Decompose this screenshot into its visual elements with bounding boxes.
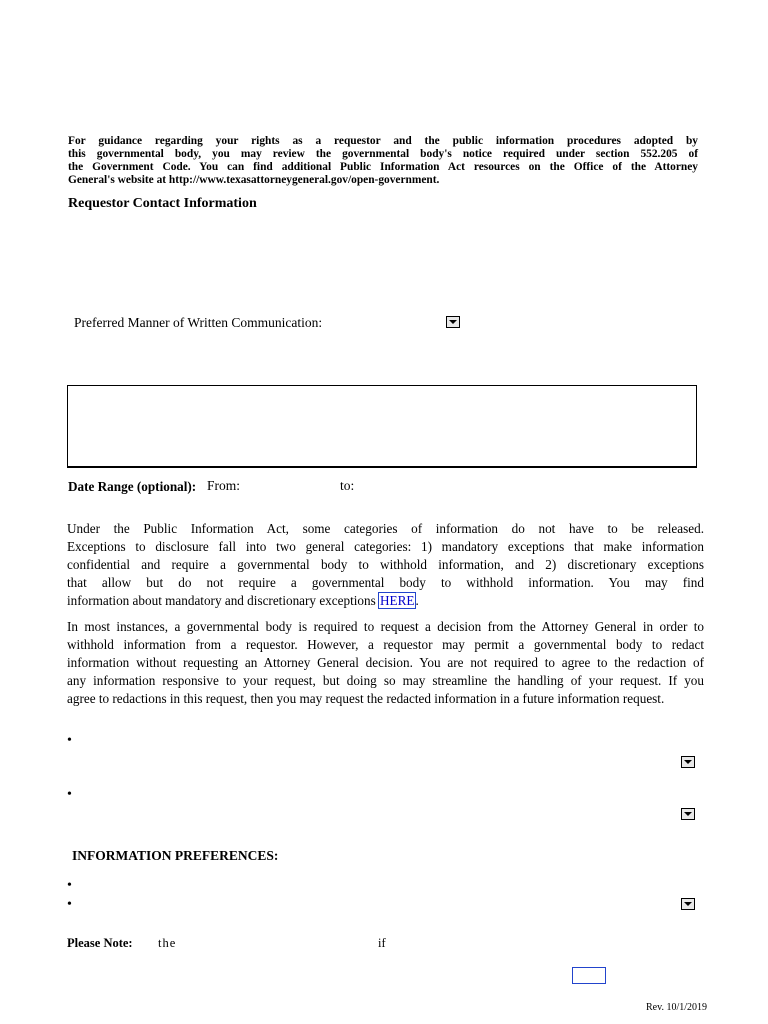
date-to-label: to: (340, 478, 355, 493)
bullet-point: • (67, 787, 72, 802)
redaction-paragraph (67, 618, 704, 708)
guidance-line: For guidance regarding your rights as a requestor and the public information procedures adopted by (68, 135, 698, 147)
guidance-paragraph (68, 135, 698, 187)
period-text: . (415, 593, 419, 608)
paragraph-line: confidential and require a governmental body to withhold information, and 2) discretionary exceptions (67, 557, 704, 572)
information-preferences-title: INFORMATION PREFERENCES: (72, 848, 279, 863)
blank-field-box[interactable] (572, 967, 606, 984)
paragraph-line: information without requesting an Attorney General decision. You are not required to agree to the redaction of (67, 655, 704, 670)
date-from-field[interactable] (244, 476, 332, 494)
date-range-label: Date Range (optional): (68, 479, 197, 494)
preferred-communication-label: Preferred Manner of Written Communication: (74, 315, 323, 330)
guidance-line: this governmental body, you may review the governmental body's notice required under section 552.205 of (68, 148, 698, 160)
preferred-communication-dropdown-icon[interactable] (446, 316, 460, 328)
option-dropdown-icon[interactable] (681, 756, 695, 768)
option-dropdown-icon[interactable] (681, 808, 695, 820)
revision-text: Rev. 10/1/2019 (646, 1002, 708, 1013)
option-dropdown-icon[interactable] (681, 898, 695, 910)
paragraph-line: Under the Public Information Act, some categories of information do not have to be released. (67, 521, 704, 536)
paragraph-line: that allow but do not require a governmental body to withhold information. You may find (67, 575, 704, 590)
please-note-label: Please Note: (67, 936, 133, 950)
requestor-contact-title: Requestor Contact Information (68, 196, 257, 211)
paragraph-line-text: information about mandatory and discretionary exceptions (67, 593, 376, 608)
bullet-point: • (67, 733, 72, 748)
paragraph-line: withhold information from a requestor. However, a requestor may permit a governmental body to redact (67, 637, 704, 652)
paragraph-line: Exceptions to disclosure fall into two general categories: 1) mandatory exceptions that make information (67, 539, 704, 554)
date-from-label: From: (207, 478, 241, 493)
date-to-field[interactable] (358, 476, 448, 494)
paragraph-last-line (67, 592, 704, 610)
guidance-line: General's website at http://www.texasattorneygeneral.gov/open-government. (68, 174, 440, 186)
bullet-point: • (67, 897, 72, 912)
guidance-line: the Government Code. You can find additional Public Information Act resources on the Office of the Attorney (68, 161, 698, 173)
exceptions-paragraph (67, 520, 704, 610)
exceptions-here-link[interactable]: HERE (380, 593, 415, 608)
request-description-textbox[interactable] (67, 385, 697, 468)
paragraph-line: any information responsive to your request, but doing so may streamline the handling of your request. If you (67, 673, 704, 688)
bullet-point: • (67, 878, 72, 893)
note-text-if: if (378, 936, 386, 950)
paragraph-line: In most instances, a governmental body is required to request a decision from the Attorney General in order to (67, 619, 704, 634)
note-text-the: the (158, 936, 177, 950)
paragraph-line: agree to redactions in this request, then you may request the redacted information in a future information request. (67, 691, 665, 706)
